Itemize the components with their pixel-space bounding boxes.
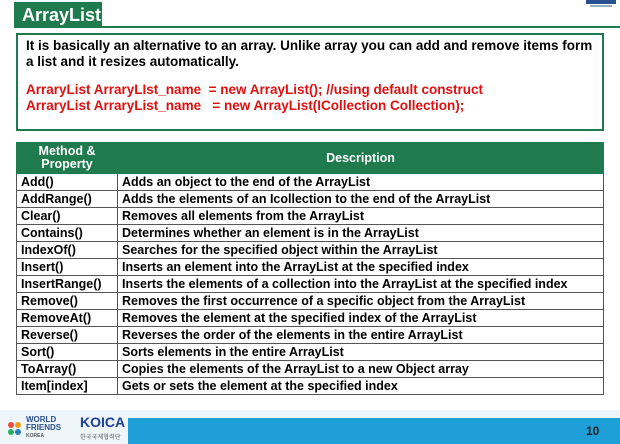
header-method: Method & Property bbox=[17, 143, 118, 174]
method-description-cell: Adds the elements of an Icollection to the end of the ArrayList bbox=[118, 191, 604, 208]
page-number: 10 bbox=[586, 424, 600, 438]
table-row bbox=[17, 225, 604, 242]
method-description-cell: Removes the element at the specified index of the ArrayList bbox=[118, 310, 604, 327]
method-name-cell: Contains() bbox=[17, 225, 118, 242]
slide-title: ArrayList bbox=[14, 2, 102, 28]
method-name-cell: Sort() bbox=[17, 344, 118, 361]
method-description-cell: Adds an object to the end of the ArrayList bbox=[118, 174, 604, 191]
method-description-cell: Inserts the elements of a collection into the ArrayList at the specified index bbox=[118, 276, 604, 293]
method-name-cell: Item[index] bbox=[17, 378, 118, 395]
table-row bbox=[17, 293, 604, 310]
world-friends-text: WORLD FRIENDS KOREA bbox=[26, 415, 62, 439]
method-name-cell: InsertRange() bbox=[17, 276, 118, 293]
method-description-cell: Gets or sets the element at the specified index bbox=[118, 378, 604, 395]
table-row bbox=[17, 259, 604, 276]
method-description-cell: Determines whether an element is in the ArrayList bbox=[118, 225, 604, 242]
koica-logo-icon: KOICA bbox=[80, 414, 126, 430]
code-line-default-constructor: ArraryList ArraryLIst_name = new ArrayList(); //using default construct bbox=[26, 82, 483, 97]
koica-subtitle: 한국국제협력단 bbox=[80, 435, 121, 441]
methods-table bbox=[16, 142, 604, 395]
method-description-cell: Searches for the specified object within the ArrayList bbox=[118, 242, 604, 259]
method-description-cell: Sorts elements in the entire ArrayList bbox=[118, 344, 604, 361]
method-name-cell: ToArray() bbox=[17, 361, 118, 378]
table-row bbox=[17, 208, 604, 225]
world-friends-logo-icon bbox=[6, 420, 24, 438]
table-row bbox=[17, 242, 604, 259]
method-description-cell: Removes the first occurrence of a specific object from the ArrayList bbox=[118, 293, 604, 310]
world-friends-logo bbox=[6, 414, 70, 442]
method-name-cell: Add() bbox=[17, 174, 118, 191]
table-row bbox=[17, 378, 604, 395]
description-text: It is basically an alternative to an array. Unlike array you can add and remove items form a list and it resizes automatically. bbox=[26, 38, 593, 69]
method-name-cell: Remove() bbox=[17, 293, 118, 310]
description-box bbox=[16, 33, 604, 131]
method-name-cell: AddRange() bbox=[17, 191, 118, 208]
koica-logo bbox=[80, 414, 140, 442]
table-row bbox=[17, 344, 604, 361]
corner-logo-icon bbox=[586, 0, 616, 10]
table-row bbox=[17, 310, 604, 327]
table-row bbox=[17, 276, 604, 293]
method-description-cell: Removes all elements from the ArrayList bbox=[118, 208, 604, 225]
header-description: Description bbox=[118, 143, 604, 174]
method-description-cell: Copies the elements of the ArrayList to a new Object array bbox=[118, 361, 604, 378]
method-name-cell: Insert() bbox=[17, 259, 118, 276]
method-name-cell: IndexOf() bbox=[17, 242, 118, 259]
footer-bar bbox=[128, 418, 620, 444]
method-description-cell: Inserts an element into the ArrayList at the specified index bbox=[118, 259, 604, 276]
code-line-collection-constructor: ArraryList ArraryList_name = new ArrayList(ICollection Collection); bbox=[26, 98, 465, 113]
table-body bbox=[17, 174, 604, 395]
title-underline bbox=[14, 26, 620, 28]
method-description-cell: Reverses the order of the elements in the entire ArrayList bbox=[118, 327, 604, 344]
method-name-cell: RemoveAt() bbox=[17, 310, 118, 327]
method-name-cell: Clear() bbox=[17, 208, 118, 225]
method-name-cell: Reverse() bbox=[17, 327, 118, 344]
table-row bbox=[17, 174, 604, 191]
table-row bbox=[17, 361, 604, 378]
table-row bbox=[17, 327, 604, 344]
table-row bbox=[17, 191, 604, 208]
table-header-row bbox=[17, 143, 604, 174]
